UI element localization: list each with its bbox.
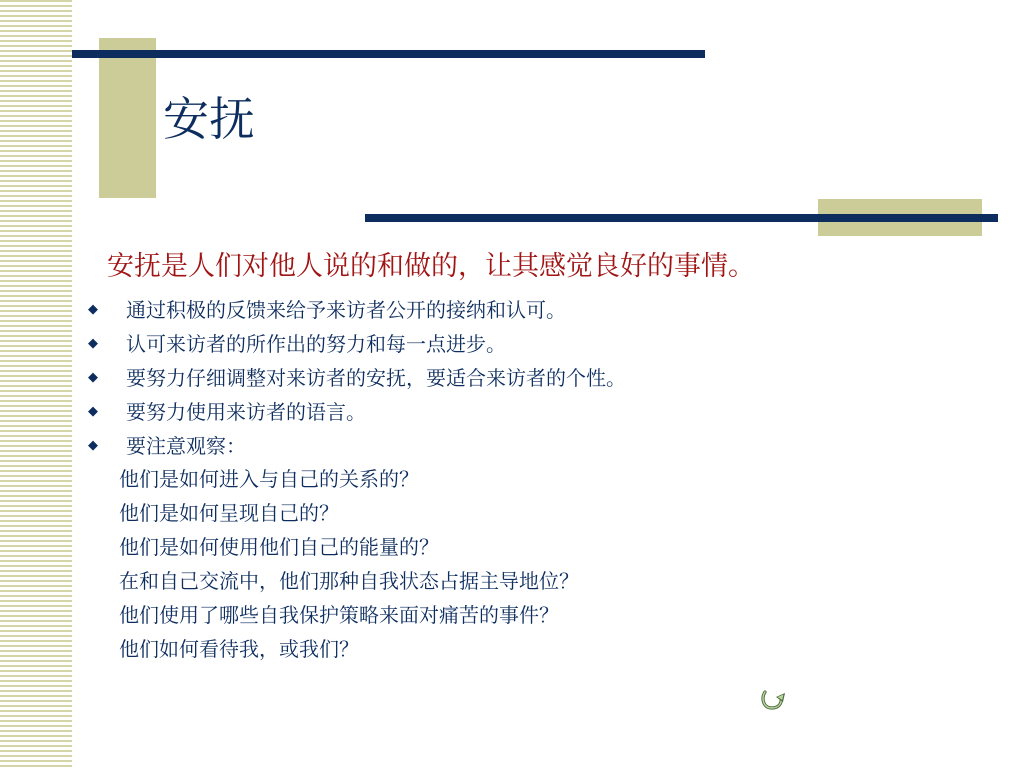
slide-title: 安抚 <box>163 92 255 146</box>
bullet-text: 要注意观察： <box>126 434 246 458</box>
bullet-item <box>88 293 626 327</box>
diamond-bullet-icon: ◆ <box>88 370 98 385</box>
decorative-bar-top <box>72 50 705 58</box>
question-item: 他们是如何呈现自己的？ <box>119 501 339 525</box>
bullet-item <box>88 361 626 395</box>
decorative-bar-mid <box>365 214 998 222</box>
question-item: 在和自己交流中，他们那种自我状态占据主导地位？ <box>119 569 579 593</box>
bullet-item <box>88 327 626 361</box>
question-list <box>119 462 579 666</box>
bullet-text: 要努力仔细调整对来访者的安抚，要适合来访者的个性。 <box>126 366 626 390</box>
bullet-text: 认可来访者的所作出的努力和每一点进步。 <box>126 332 506 356</box>
lead-statement: 安抚是人们对他人说的和做的，让其感觉良好的事情。 <box>107 251 755 282</box>
diamond-bullet-icon: ◆ <box>88 404 98 419</box>
bullet-text: 要努力使用来访者的语言。 <box>126 400 366 424</box>
question-item: 他们使用了哪些自我保护策略来面对痛苦的事件？ <box>119 603 559 627</box>
diamond-bullet-icon: ◆ <box>88 302 98 317</box>
bullet-item <box>88 429 626 463</box>
diamond-bullet-icon: ◆ <box>88 336 98 351</box>
bullet-text: 通过积极的反馈来给予来访者公开的接纳和认可。 <box>126 298 566 322</box>
bullet-item <box>88 395 626 429</box>
bullet-list <box>88 293 626 463</box>
decorative-stripes <box>0 0 72 768</box>
question-item: 他们是如何使用他们自己的能量的？ <box>119 535 439 559</box>
decorative-block-left <box>99 38 156 198</box>
question-item: 他们如何看待我，或我们？ <box>119 637 359 661</box>
diamond-bullet-icon: ◆ <box>88 438 98 453</box>
return-arrow-icon[interactable] <box>759 688 787 712</box>
question-item: 他们是如何进入与自己的关系的？ <box>119 467 419 491</box>
